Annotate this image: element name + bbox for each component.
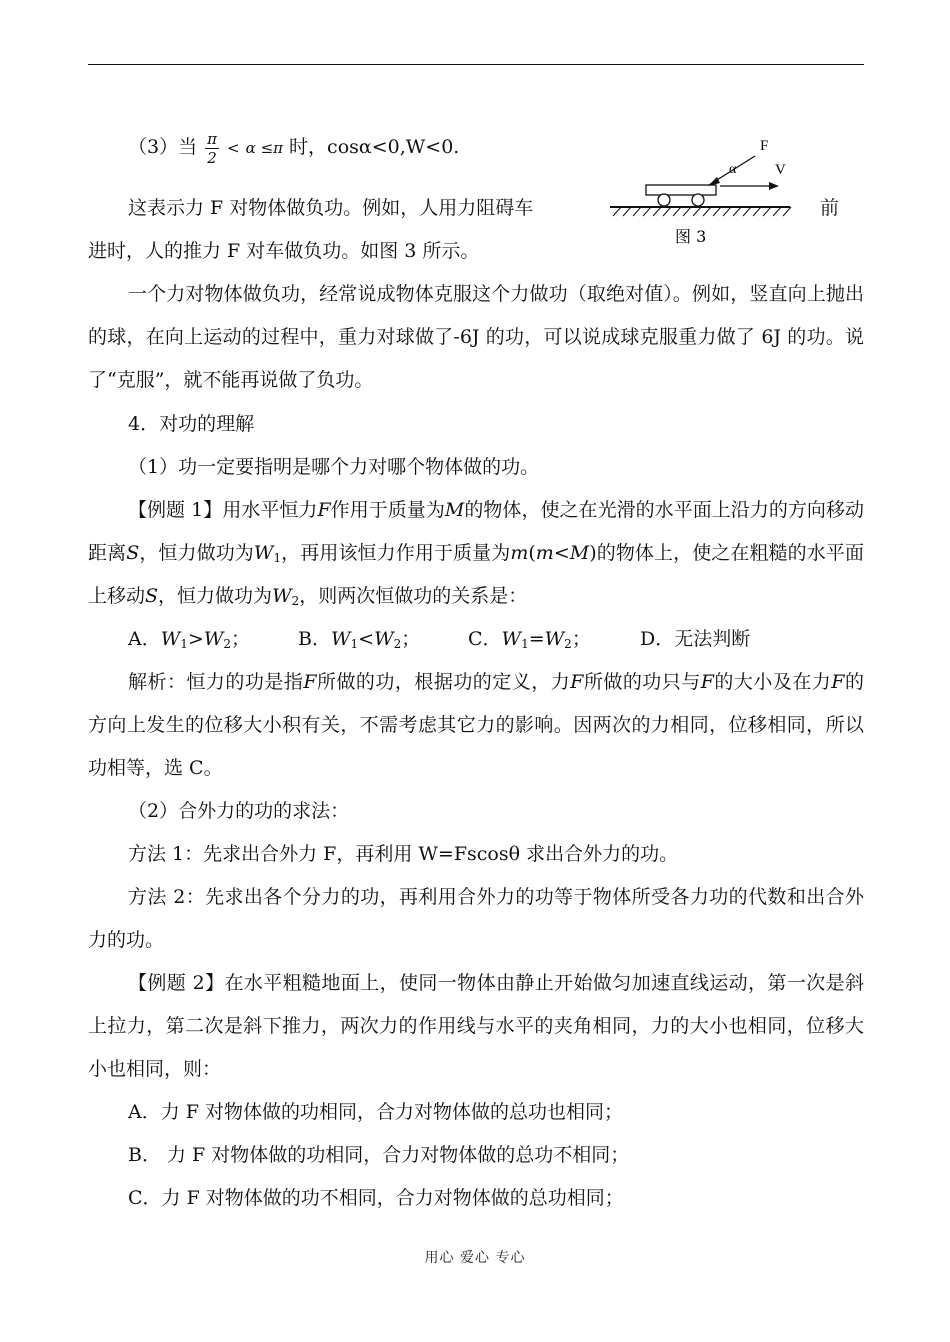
symbol-F: F [303,671,317,693]
option-c [468,618,591,661]
option-b-end: ； [401,628,421,650]
symbol-M: M [569,542,590,564]
option-c-operator: = [528,628,545,650]
symbol-F: F [570,671,584,693]
symbol-m: m [535,542,554,564]
velocity-label: V [775,162,786,178]
symbol-M: M [444,499,465,521]
subscript-1: 1 [273,551,282,565]
symbol-F: F [317,499,331,521]
fraction-denominator: 2 [207,148,217,167]
symbol-W: W [544,628,565,650]
cart-body [646,185,716,195]
option-c-end: ； [571,628,591,650]
example-1 [88,489,864,618]
example-1-text: ，恒力做功为 [158,585,273,607]
figure-3-caption: 图 3 [675,227,707,246]
subscript-2: 2 [291,594,300,608]
method-2: 方法 2：先求出各个分力的功，再利用合外力的功等于物体所受各力功的代数和出合外力的功。 [88,886,864,951]
option-b [298,618,420,661]
cart-wheel-left [658,194,670,206]
heading-4: 4．对功的理解 [128,413,255,435]
example-2 [88,962,864,1091]
force-label: F [760,138,769,154]
ground-hatching [613,207,791,216]
subscript-2: 2 [564,637,572,651]
example-1-text: 的物体，使之在光滑的水平面上沿力的方向移动距离 [88,499,864,564]
symbol-W: W [203,628,224,650]
figure-3-diagram [605,128,800,248]
option-d: D．无法判断 [640,628,751,650]
analysis-text: 的大小及在力 [713,671,832,693]
pi-over-2-fraction [205,130,219,167]
negative-work-line-2: 进时，人的推力 F 对车做负功。如图 3 所示。 [88,240,480,262]
option-a-prefix: A． [128,628,161,650]
item-3-line [128,126,459,170]
heading-4-2: （2）合外力的功的求法： [128,800,350,822]
option-b-operator: < [358,628,375,650]
option-a [128,618,250,661]
symbol-W: W [330,628,351,650]
symbol-W: W [160,628,181,650]
fraction-numerator: π [207,129,217,148]
analysis-1 [88,661,864,790]
example-1-text: ，则两次恒做功的关系是： [299,585,528,607]
paragraph-overcome: 一个力对物体做负功，经常说成物体克服这个力做功（取绝对值）。例如，竖直向上抛出的球，在向上运动的过程中，重力对球做了-6J 的功，可以说成球克服重力做了 6J 的功。说了“克服”，就不能再说做了负功。 [88,283,864,391]
paren-open: ( [528,542,536,564]
page-footer: 用心 爱心 专心 [424,1250,526,1266]
heading-4-1: （1）功一定要指明是哪个力对哪个物体做的功。 [128,456,540,478]
option-a-end: ； [231,628,251,650]
symbol-W: W [374,628,394,650]
example-2-option-a: A．力 F 对物体做的功相同，合力对物体做的总功也相同； [128,1101,623,1123]
symbol-W: W [272,585,292,607]
subscript-2: 2 [393,637,402,651]
example-1-text: ，恒力做功为 [139,542,254,564]
item-3-prefix: （3）当 [128,136,198,158]
less-than-sign: < [553,542,570,564]
header-rule [88,64,864,65]
option-a-operator: > [187,628,204,650]
negative-work-line-1: 这表示力 F 对物体做负功。例如，人用力阻碍车 [128,197,534,219]
paren-close: ) [589,542,597,564]
example-2-option-c: C．力 F 对物体做的功不相同，合力对物体做的总功相同； [128,1187,624,1209]
less-than-sign: < [227,139,240,157]
symbol-F: F [831,671,845,693]
option-c-prefix: C． [468,628,502,650]
figure-3 [605,128,800,248]
subscript-1: 1 [350,637,359,651]
symbol-W: W [501,628,522,650]
subscript-1: 1 [180,637,188,651]
subscript-2: 2 [223,637,231,651]
item-3-suffix: 时，cosα<0,W<0. [289,136,460,158]
analysis-text: 解析：恒力的功是指 [128,671,304,693]
example-2-text: 在水平粗糙地面上，使同一物体由静止开始做匀加速直线运动，第一次是斜上拉力，第二次是斜下推力，两次力的作用线与水平的夹角相同，力的大小也相同，位移大小也相同，则： [88,972,864,1080]
subscript-1: 1 [521,637,529,651]
negative-work-line-1-end: 前 [820,197,840,219]
example-2-tag: 【例题 2】 [128,972,225,994]
analysis-text: 的方向上发生的位移大小积有关，不需考虑其它力的影响。因两次的力相同，位移相同，所以功相等，选 C。 [88,671,864,779]
analysis-text: 所做的功，根据功的定义，力 [316,671,571,693]
angle-label: α [729,162,737,177]
symbol-W: W [253,542,274,564]
example-1-tag: 【例题 1】 [128,499,223,521]
example-1-text: ，再用该恒力作用于质量为 [281,542,511,564]
velocity-arrow-head [769,182,779,190]
option-b-prefix: B． [298,628,331,650]
example-1-text: 的物体上，使之在粗糙的水平面上移动 [88,542,864,607]
example-2-option-b: B． 力 F 对物体做的功相同，合力对物体做的总功不相同； [128,1144,630,1166]
symbol-m: m [510,542,529,564]
example-1-text: 用水平恒力 [222,499,318,521]
symbol-F: F [700,671,714,693]
symbol-S: S [126,542,140,564]
example-1-text: 作用于质量为 [330,499,445,521]
cart-wheel-right [692,194,704,206]
alpha-range: α ≤π [245,139,283,157]
analysis-text: 所做的功只与 [583,671,701,693]
method-1: 方法 1：先求出合外力 F，再利用 W=Fscosθ 求出合外力的功。 [128,843,679,865]
symbol-S: S [145,585,159,607]
